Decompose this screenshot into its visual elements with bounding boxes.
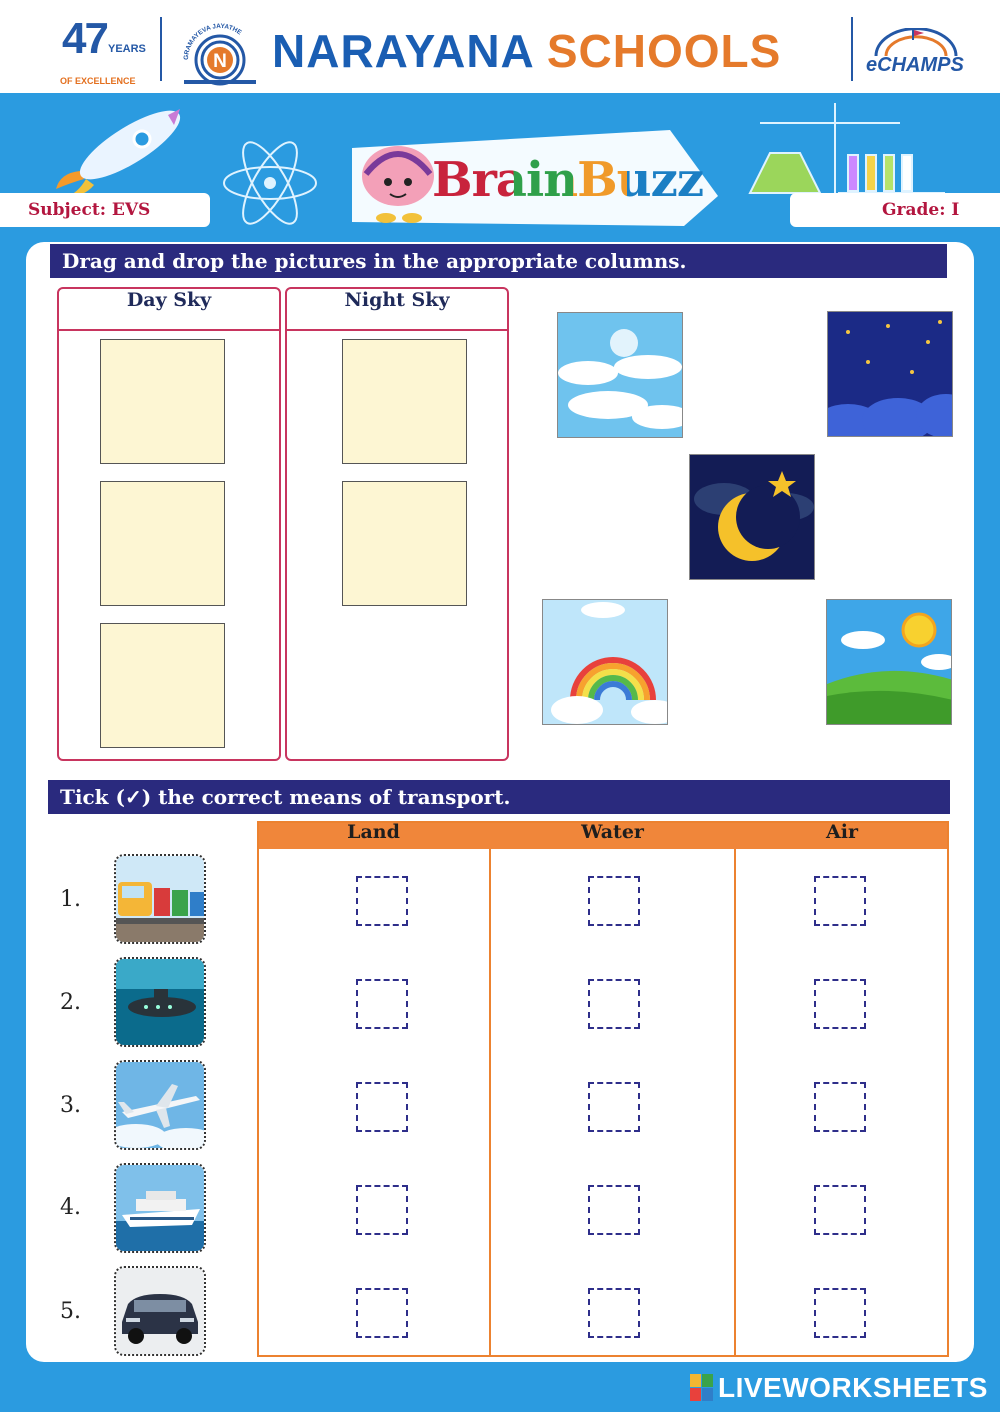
tick-box-submarine-air[interactable]	[814, 979, 866, 1029]
rainbow-icon	[543, 600, 668, 725]
tick-box-car-water[interactable]	[588, 1288, 640, 1338]
draggable-picture-crescent-moon-night[interactable]	[689, 454, 815, 580]
narayana-logo-icon	[178, 16, 262, 86]
svg-text:N: N	[213, 51, 227, 72]
tick-box-car-air[interactable]	[814, 1288, 866, 1338]
drop-slot-day-3[interactable]	[100, 623, 225, 748]
transport-picture-cruise-ship	[114, 1163, 206, 1253]
brainbuzz-title	[432, 152, 703, 208]
liveworksheets-brand: LIVEWORKSHEETS	[718, 1372, 988, 1403]
column-heading-night-sky: Night Sky	[287, 289, 507, 331]
transport-picture-car	[114, 1266, 206, 1356]
echamps-label: eCHAMPS	[866, 54, 964, 76]
subject-pill	[0, 193, 210, 227]
drop-slot-day-2[interactable]	[100, 481, 225, 606]
cruise-ship-icon	[116, 1165, 204, 1251]
train-icon	[116, 856, 204, 942]
draggable-picture-sunny-meadow[interactable]	[826, 599, 952, 725]
tick-box-submarine-land[interactable]	[356, 979, 408, 1029]
atom-icon	[224, 135, 316, 231]
crescent-moon-icon	[690, 455, 815, 580]
row-number: 2.	[60, 990, 81, 1015]
tick-box-train-land[interactable]	[356, 876, 408, 926]
tick-box-cruise-ship-land[interactable]	[356, 1185, 408, 1235]
live-badge-icon	[690, 1374, 714, 1402]
page-header	[0, 0, 1000, 95]
airplane-icon	[116, 1062, 204, 1148]
tick-box-cruise-ship-water[interactable]	[588, 1185, 640, 1235]
liveworksheets-logo	[690, 1372, 990, 1402]
rocket-icon	[56, 99, 189, 197]
brand-part-1: NARAYANA	[272, 25, 534, 77]
tick-box-submarine-water[interactable]	[588, 979, 640, 1029]
tick-box-airplane-water[interactable]	[588, 1082, 640, 1132]
drop-slot-night-2[interactable]	[342, 481, 467, 606]
transport-picture-submarine	[114, 957, 206, 1047]
column-heading-day-sky: Day Sky	[59, 289, 279, 331]
tick-box-airplane-air[interactable]	[814, 1082, 866, 1132]
tick-box-airplane-land[interactable]	[356, 1082, 408, 1132]
row-number: 4.	[60, 1195, 81, 1220]
brainbuzz-logo	[340, 126, 720, 230]
tick-box-car-land[interactable]	[356, 1288, 408, 1338]
tick-box-train-air[interactable]	[814, 876, 866, 926]
row-number: 3.	[60, 1093, 81, 1118]
subject-label: Subject: EVS	[28, 200, 151, 220]
section2-instruction: Tick (✓) the correct means of transport.	[48, 780, 950, 814]
row-number: 1.	[60, 887, 81, 912]
draggable-picture-rainbow-sky[interactable]	[542, 599, 668, 725]
column-heading-air: Air	[826, 821, 858, 843]
header-divider	[851, 17, 853, 81]
years-number: 47	[62, 14, 107, 63]
column-heading-water: Water	[581, 821, 644, 843]
cloudy-day-sky-icon	[558, 313, 683, 438]
starry-night-sky-icon	[828, 312, 953, 437]
tick-box-cruise-ship-air[interactable]	[814, 1185, 866, 1235]
school-brand-name	[272, 24, 781, 78]
column-divider	[734, 849, 736, 1357]
column-heading-land: Land	[347, 821, 400, 843]
excellence-label: OF EXCELLENCE	[60, 76, 136, 86]
car-icon	[116, 1268, 204, 1354]
transport-picture-airplane	[114, 1060, 206, 1150]
transport-picture-train	[114, 854, 206, 944]
row-number: 5.	[60, 1299, 81, 1324]
column-divider	[489, 849, 491, 1357]
tick-box-train-water[interactable]	[588, 876, 640, 926]
sunny-meadow-icon	[827, 600, 952, 725]
brand-part-2: SCHOOLS	[546, 25, 782, 77]
lab-equipment-icon	[750, 103, 945, 193]
grade-pill	[790, 193, 1000, 227]
echamps-logo	[862, 28, 972, 84]
section1-instruction: Drag and drop the pictures in the appropriate columns.	[50, 244, 947, 278]
grade-label: Grade: I	[882, 200, 960, 220]
submarine-icon	[116, 959, 204, 1045]
brainbuzz-title-text: BrainBuzz	[432, 152, 704, 208]
drop-slot-night-1[interactable]	[342, 339, 467, 464]
header-divider	[160, 17, 162, 81]
years-label: YEARS	[108, 43, 146, 55]
draggable-picture-cloudy-day-sky[interactable]	[557, 312, 683, 438]
drop-slot-day-1[interactable]	[100, 339, 225, 464]
svg-text:GRAMAYEVA JAYATHE: GRAMAYEVA JAYATHE	[182, 22, 243, 61]
draggable-picture-starry-night-sky[interactable]	[827, 311, 953, 437]
years-of-excellence-logo	[60, 14, 150, 88]
